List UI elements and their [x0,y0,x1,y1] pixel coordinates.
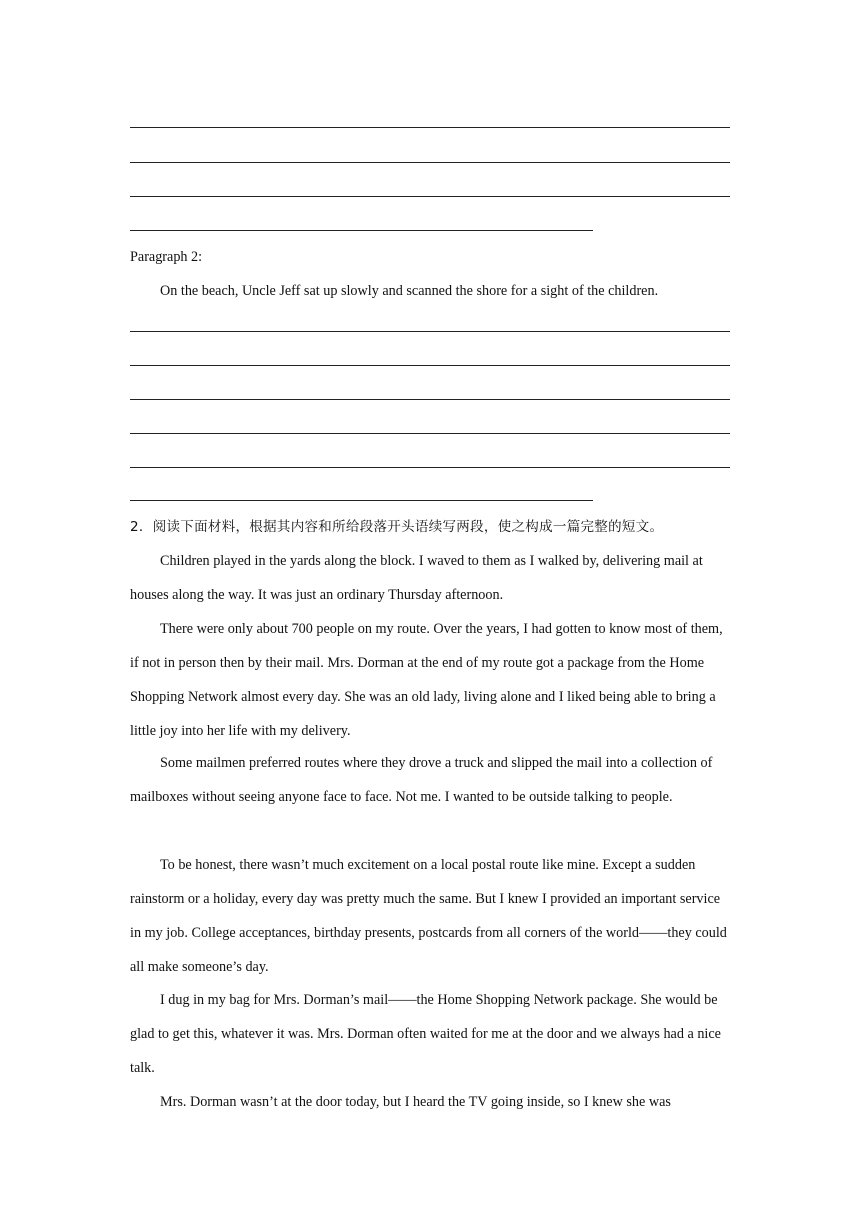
question-2-instruction: 2．阅读下面材料，根据其内容和所给段落开头语续写两段，使之构成一篇完整的短文。 [130,519,664,535]
paragraph-2-opening: On the beach, Uncle Jeff sat up slowly and scanned the shore for a sight of the children. [160,283,659,299]
story-paragraph: To be honest, there wasn’t much excitement on a local postal route like mine. Except a sudden rainstorm or a holiday, every day was pretty much the same. But I knew I provided an important service in my job. College acceptances, birthday presents, postcards from all corners of the world——they could all make someone’s day. [130,857,727,975]
story-paragraph: I dug in my bag for Mrs. Dorman’s mail——the Home Shopping Network package. She would be glad to get this, whatever it was. Mrs. Dorman often waited for me at the door and we always had a nice talk. [130,992,721,1076]
writing-line [130,196,730,197]
story-paragraph: Some mailmen preferred routes where they drove a truck and slipped the mail into a collection of mailboxes without seeing anyone face to face. Not me. I wanted to be outside talking to people. [130,755,713,805]
writing-line [130,467,730,468]
story-paragraph: Mrs. Dorman wasn’t at the door today, but I heard the TV going inside, so I knew she was [160,1094,671,1110]
writing-line [130,399,730,400]
paragraph-2-label: Paragraph 2: [130,249,203,265]
writing-line [130,331,730,332]
writing-line [130,230,593,231]
story-paragraph: There were only about 700 people on my route. Over the years, I had gotten to know most of them, if not in person then by their mail. Mrs. Dorman at the end of my route got a package from the Home Shopping Network almost every day. She was an old lady, living alone and I liked being able to bring a little joy into her life with my delivery. [130,621,723,739]
writing-line [130,127,730,128]
writing-line [130,365,730,366]
writing-line [130,500,593,501]
story-paragraph: Children played in the yards along the block. I waved to them as I walked by, delivering mail at houses along the way. It was just an ordinary Thursday afternoon. [130,553,703,603]
writing-line [130,162,730,163]
writing-line [130,433,730,434]
